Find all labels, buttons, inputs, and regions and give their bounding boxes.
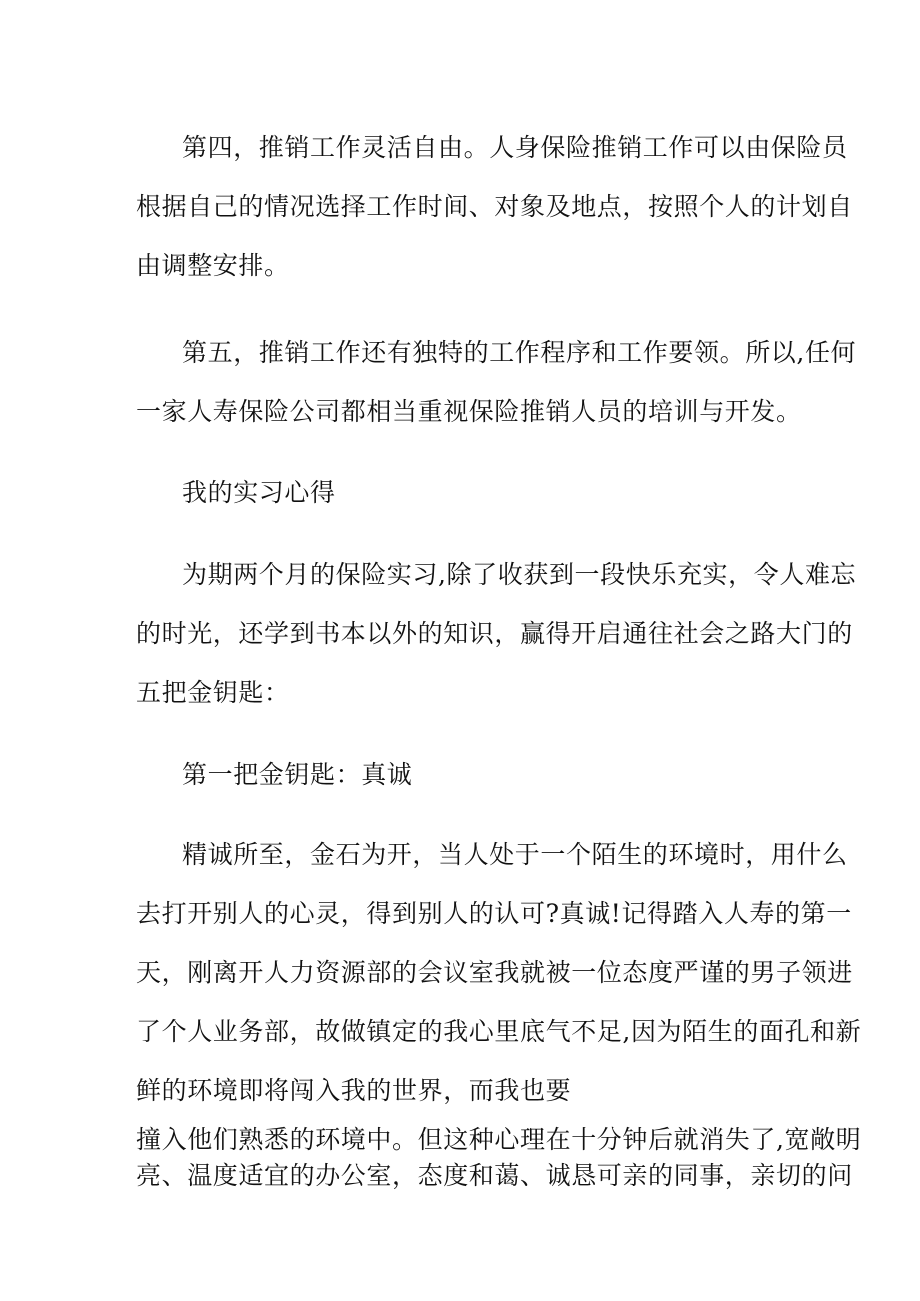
heading-internship-experience: 我的实习心得 — [182, 478, 336, 507]
heading-first-golden-key: 第一把金钥匙：真诚 — [182, 760, 413, 789]
text-line: 精诚所至，金石为开，当人处于一个陌生的环境时，用什么 — [182, 840, 848, 869]
paragraph-intro — [136, 545, 857, 722]
paragraph-continuation — [136, 1122, 862, 1194]
paragraph-fourth-point — [136, 118, 853, 295]
text-line: 了个人业务部，故做镇定的我心里底气不足,因为陌生的面孔和新 — [136, 1017, 862, 1046]
text-line: 根据自己的情况选择工作时间、对象及地点，按照个人的计划自 — [136, 192, 853, 221]
paragraph-sincerity — [136, 825, 862, 1120]
text-line: 五把金钥匙： — [136, 678, 290, 707]
text-line: 由调整安排。 — [136, 251, 290, 280]
paragraph-fifth-point — [136, 323, 857, 441]
text-line: 第四，推销工作灵活自由。人身保险推销工作可以由保险员 — [182, 133, 848, 162]
text-line: 的时光，还学到书本以外的知识，赢得开启通往社会之路大门的 — [136, 619, 853, 648]
text-line: 亮、温度适宜的办公室，态度和蔼、诚恳可亲的同事，亲切的问 — [136, 1161, 853, 1190]
text-line: 为期两个月的保险实习,除了收获到一段快乐充实，令人难忘 — [182, 560, 857, 589]
text-line: 天，刚离开人力资源部的会议室我就被一位态度严谨的男子领进 — [136, 958, 853, 987]
text-line: 第五，推销工作还有独特的工作程序和工作要领。所以,任何 — [182, 338, 857, 367]
text-line: 去打开别人的心灵，得到别人的认可?真诚!记得踏入人寿的第一 — [136, 899, 852, 928]
text-line: 撞入他们熟悉的环境中。但这种心理在十分钟后就消失了,宽敞明 — [136, 1125, 862, 1154]
text-line: 一家人寿保险公司都相当重视保险推销人员的培训与开发。 — [136, 397, 802, 426]
text-line: 鲜的环境即将闯入我的世界，而我也要 — [136, 1076, 572, 1105]
